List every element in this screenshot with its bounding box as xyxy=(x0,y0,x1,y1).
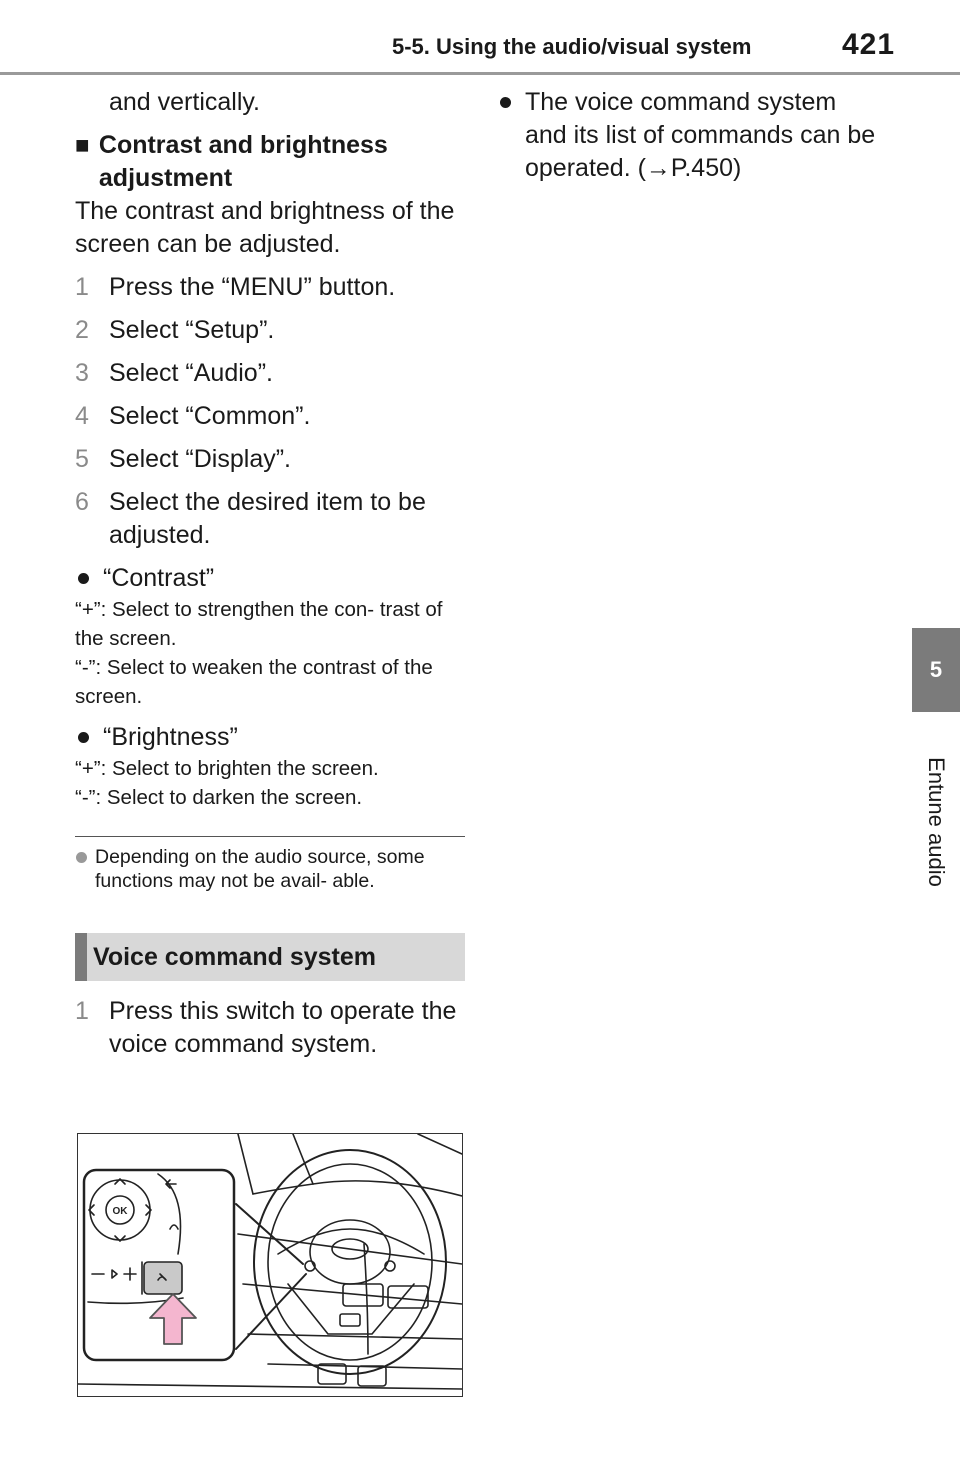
header-rule xyxy=(0,72,960,75)
section-heading-text: Contrast and brightness adjustment xyxy=(98,131,388,192)
voice-command-heading: Voice command system xyxy=(75,933,465,981)
page-number: 421 xyxy=(842,28,896,61)
voice-list-bullet: The voice command system and its list of commands can be operated. (→P.450) xyxy=(497,86,877,185)
step-item: 5 Select “Display”. xyxy=(75,445,291,473)
chapter-label: Entune audio xyxy=(924,757,949,887)
step-item: 2 Select “Setup”. xyxy=(75,316,275,344)
contrast-minus-text: “-”: Select to weaken the contrast of the screen. xyxy=(75,656,433,708)
note: Depending on the audio source, some functions may not be avail- able. xyxy=(75,845,465,893)
contrast-bullet: “Contrast” xyxy=(75,562,465,595)
left-column xyxy=(75,86,465,1061)
continuation-text: and vertically. xyxy=(109,88,260,116)
section-heading xyxy=(75,129,465,195)
step-item: 6 Select the desired item to be adjusted. xyxy=(75,488,426,549)
bullet-dot-icon xyxy=(75,721,103,754)
note-dot-icon xyxy=(75,845,95,893)
bullet-dot-icon xyxy=(75,562,103,595)
step-item: 3 Select “Audio”. xyxy=(75,359,273,387)
square-bullet-icon: ■ xyxy=(75,132,90,159)
right-column xyxy=(497,86,877,185)
intro-text: The contrast and brightness of the screen can be adjusted. xyxy=(75,197,455,258)
steering-wheel-drawing xyxy=(78,1134,462,1396)
chapter-tab: 5 xyxy=(912,628,960,712)
section-title: 5-5. Using the audio/visual system xyxy=(392,34,752,59)
brightness-minus-text: “-”: Select to darken the screen. xyxy=(75,786,363,809)
steering-wheel-illustration xyxy=(77,1133,463,1397)
figure-ok-label: OK xyxy=(112,1206,128,1217)
step-item: 4 Select “Common”. xyxy=(75,402,311,430)
note-divider xyxy=(75,836,465,837)
brightness-bullet: “Brightness” xyxy=(75,721,465,754)
brightness-plus-text: “+”: Select to brighten the screen. xyxy=(75,757,379,780)
contrast-plus-text: “+”: Select to strengthen the con- trast of the screen. xyxy=(75,598,443,650)
bullet-dot-icon xyxy=(497,86,525,185)
step-item: 1 Press the “MENU” button. xyxy=(75,273,396,301)
voice-step-item: 1 Press this switch to operate the voice command system. xyxy=(75,997,457,1058)
